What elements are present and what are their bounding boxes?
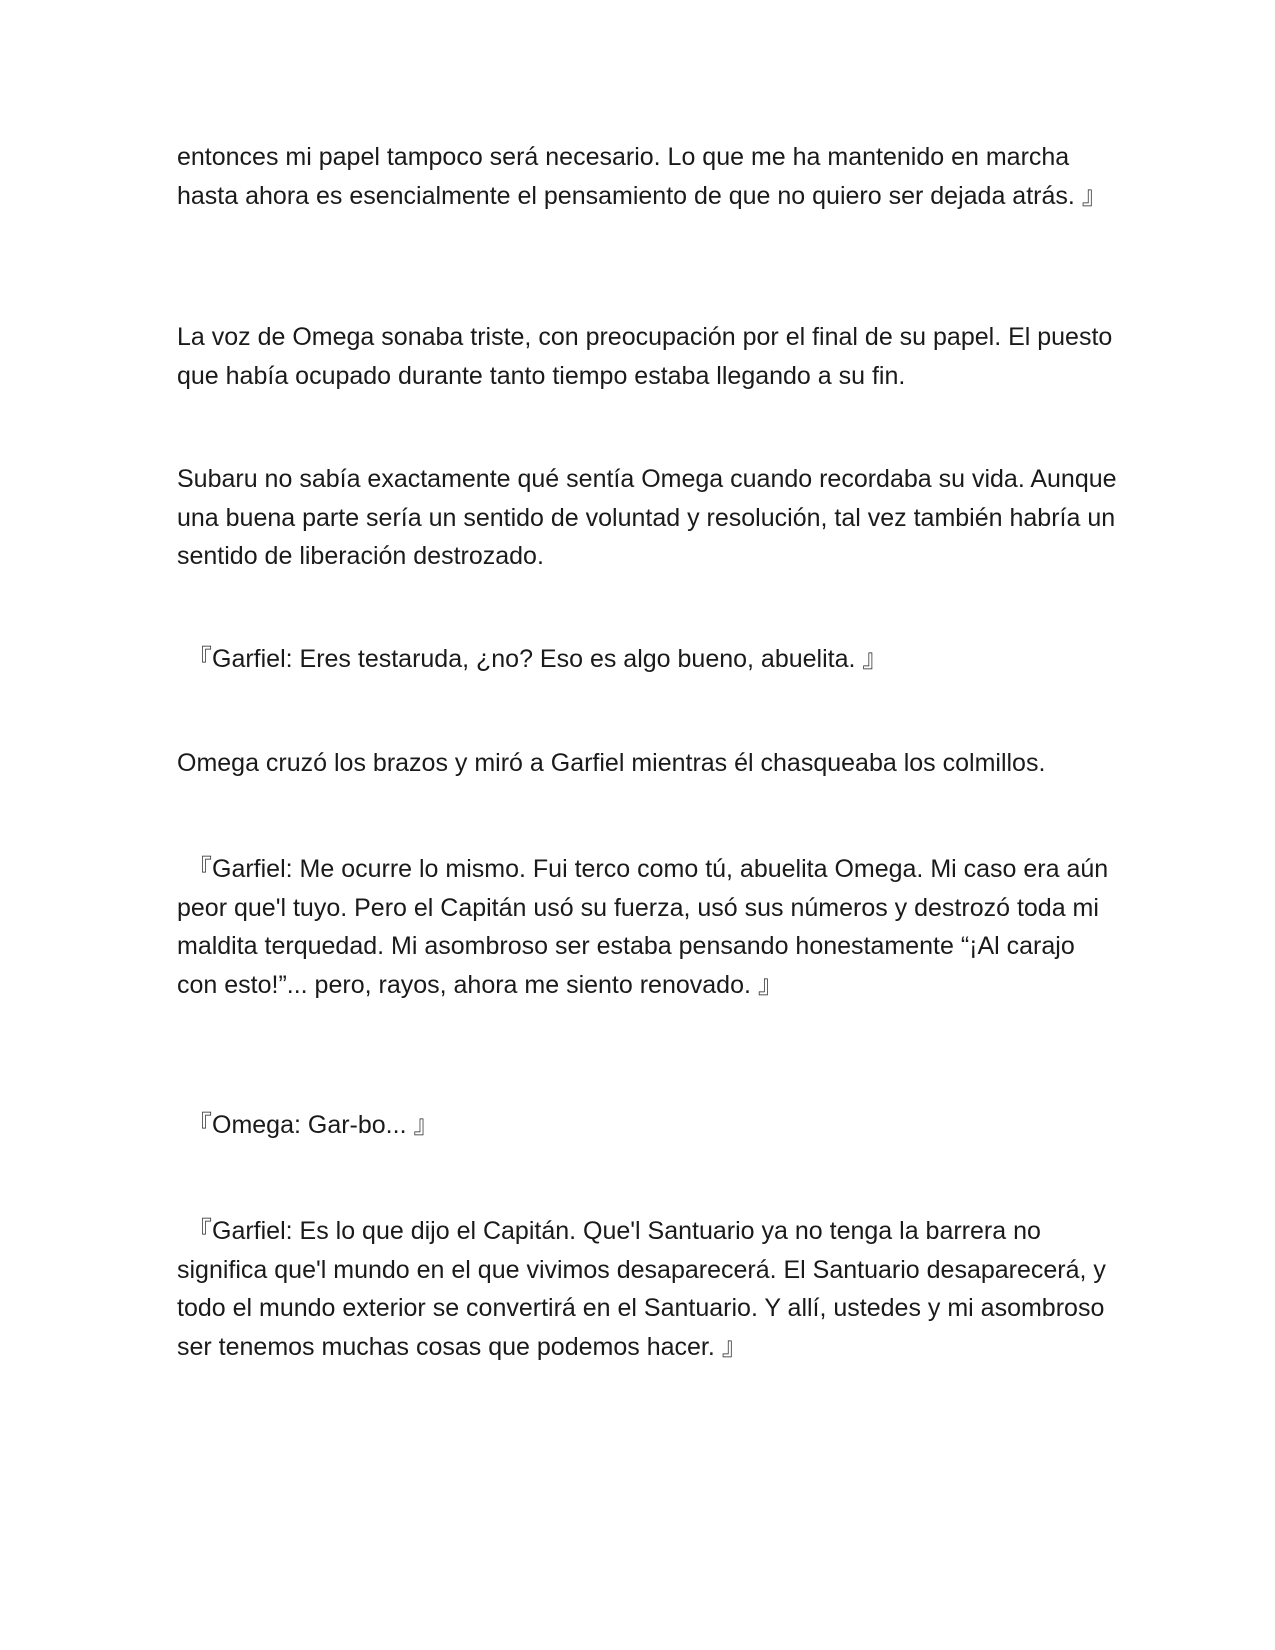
paragraph-dialogue: 『Garfiel: Eres testaruda, ¿no? Eso es algo bueno, abuelita. 』 [187,645,888,673]
paragraph-narration: entonces mi papel tampoco será necesario. Lo que me ha mantenido en marcha hasta ahora es esencialmente el pensamiento de que no quiero ser dejada atrás. 』 [177,143,1107,210]
paragraph-dialogue: 『Garfiel: Es lo que dijo el Capitán. Que'l Santuario ya no tenga la barrera no significa que'l mundo en el que vivimos desaparecerá. El Santuario desaparecerá, y todo el mundo exterior se convertirá en el Santuario. Y allí, ustedes y mi asombroso ser tenemos muchas cosas que podemos hacer. 』 [177,1217,1113,1361]
paragraph-narration: Omega cruzó los brazos y miró a Garfiel mientras él chasqueaba los colmillos. [177,749,1046,777]
paragraph-narration: La voz de Omega sonaba triste, con preocupación por el final de su papel. El puesto que había ocupado durante tanto tiempo estaba llegando a su fin. [177,323,1120,390]
paragraph-narration: Subaru no sabía exactamente qué sentía Omega cuando recordaba su vida. Aunque una buena parte sería un sentido de voluntad y resolución, tal vez también habría un sentido de liberación destrozado. [177,465,1124,570]
paragraph-dialogue: 『Omega: Gar-bo... 』 [187,1111,439,1139]
paragraph-dialogue: 『Garfiel: Me ocurre lo mismo. Fui terco como tú, abuelita Omega. Mi caso era aún peor que'l tuyo. Pero el Capitán usó su fuerza, usó sus números y destrozó toda mi maldita terquedad. Mi asombroso ser estaba pensando honestamente “¡Al carajo con esto!”... pero, rayos, ahora me siento renovado. 』 [177,855,1116,999]
